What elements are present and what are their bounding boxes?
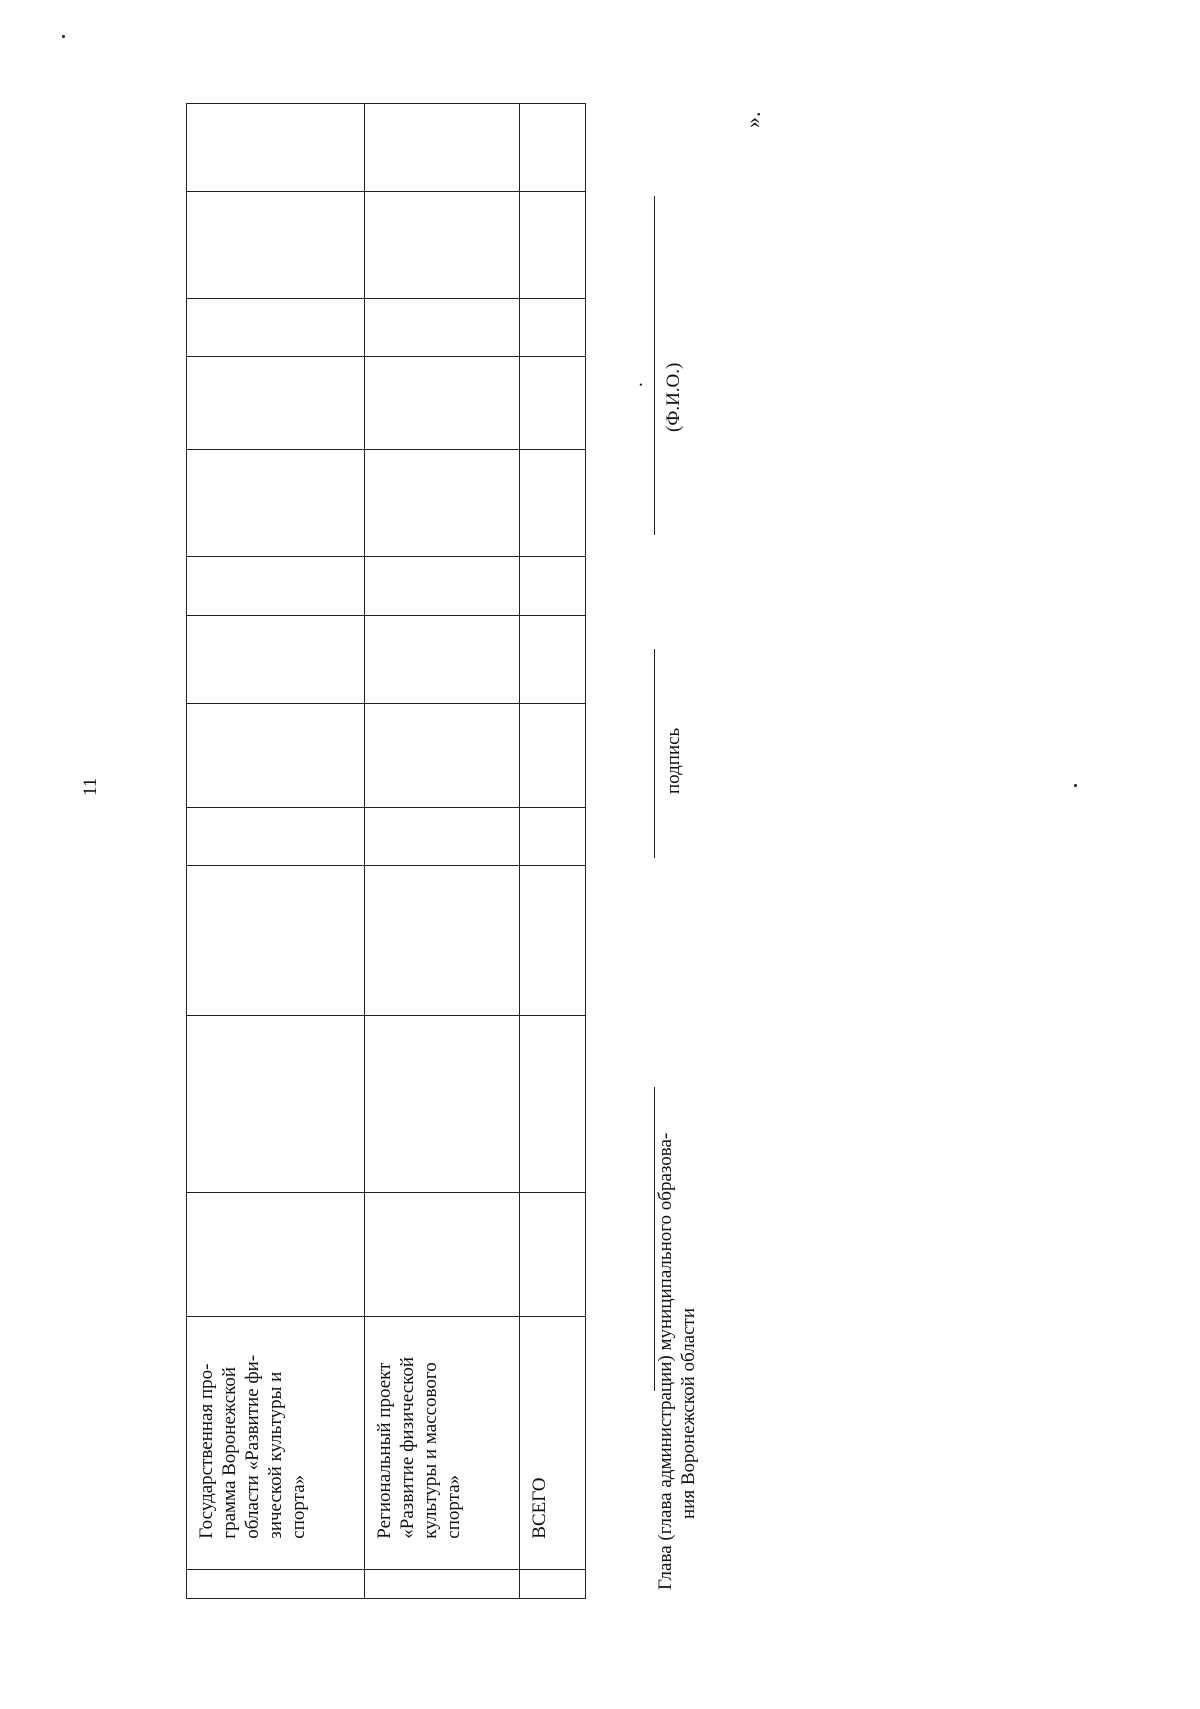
table-cell <box>365 1192 520 1317</box>
funding-table <box>186 103 586 1599</box>
table-cell <box>520 615 586 703</box>
page-number: 11 <box>80 777 101 796</box>
table-cell <box>365 1569 520 1598</box>
table-cell <box>520 192 586 299</box>
table-cell <box>520 1569 586 1598</box>
table-cell <box>187 104 365 192</box>
table-cell <box>520 104 586 192</box>
table-cell <box>365 557 520 616</box>
table-cell <box>365 449 520 557</box>
closing-quote: ». <box>740 111 765 128</box>
table-cell <box>187 298 365 357</box>
table-cell <box>365 866 520 1016</box>
signature-line <box>654 649 655 858</box>
table-cell <box>365 357 520 449</box>
name-line <box>654 196 655 535</box>
row-label-regional-project: Региональный проект «Развитие физической культуры и массового спорта» <box>365 1317 520 1569</box>
table-cell <box>187 866 365 1016</box>
table-cell <box>520 557 586 616</box>
table-cell <box>365 1015 520 1192</box>
table-cell <box>365 703 520 807</box>
row-label-state-program: Государственная про- грамма Воронежской области «Развитие фи- зической культуры и спорта» <box>187 1317 365 1569</box>
table-cell <box>187 449 365 557</box>
table-row <box>187 104 365 1599</box>
table-cell <box>187 615 365 703</box>
table-cell <box>520 703 586 807</box>
official-title-line2: ния Воронежской области <box>678 1307 699 1519</box>
table-cell <box>187 1015 365 1192</box>
table-cell <box>365 104 520 192</box>
separator-dot: . <box>626 382 647 387</box>
table-cell <box>365 192 520 299</box>
table-cell <box>187 703 365 807</box>
signature-caption: подпись <box>663 727 684 794</box>
table-cell <box>187 1569 365 1598</box>
title-underline <box>654 1087 655 1391</box>
table-cell <box>365 298 520 357</box>
table-cell <box>365 807 520 866</box>
official-title-line1: Глава (глава администрации) муниципального образова- <box>655 1132 676 1590</box>
table-row <box>520 104 586 1599</box>
table-cell <box>365 615 520 703</box>
table-cell <box>520 357 586 449</box>
table-cell <box>520 1015 586 1192</box>
table-cell <box>520 807 586 866</box>
table-row <box>365 104 520 1599</box>
table-cell <box>187 192 365 299</box>
table-cell <box>187 357 365 449</box>
table-cell <box>187 1192 365 1317</box>
table-cell <box>520 1192 586 1317</box>
name-caption: (Ф.И.О.) <box>663 362 684 432</box>
table-cell <box>520 298 586 357</box>
table-cell <box>187 807 365 866</box>
table-cell <box>187 557 365 616</box>
table-cell <box>520 449 586 557</box>
row-label-total: ВСЕГО <box>520 1317 586 1569</box>
table-cell <box>520 866 586 1016</box>
